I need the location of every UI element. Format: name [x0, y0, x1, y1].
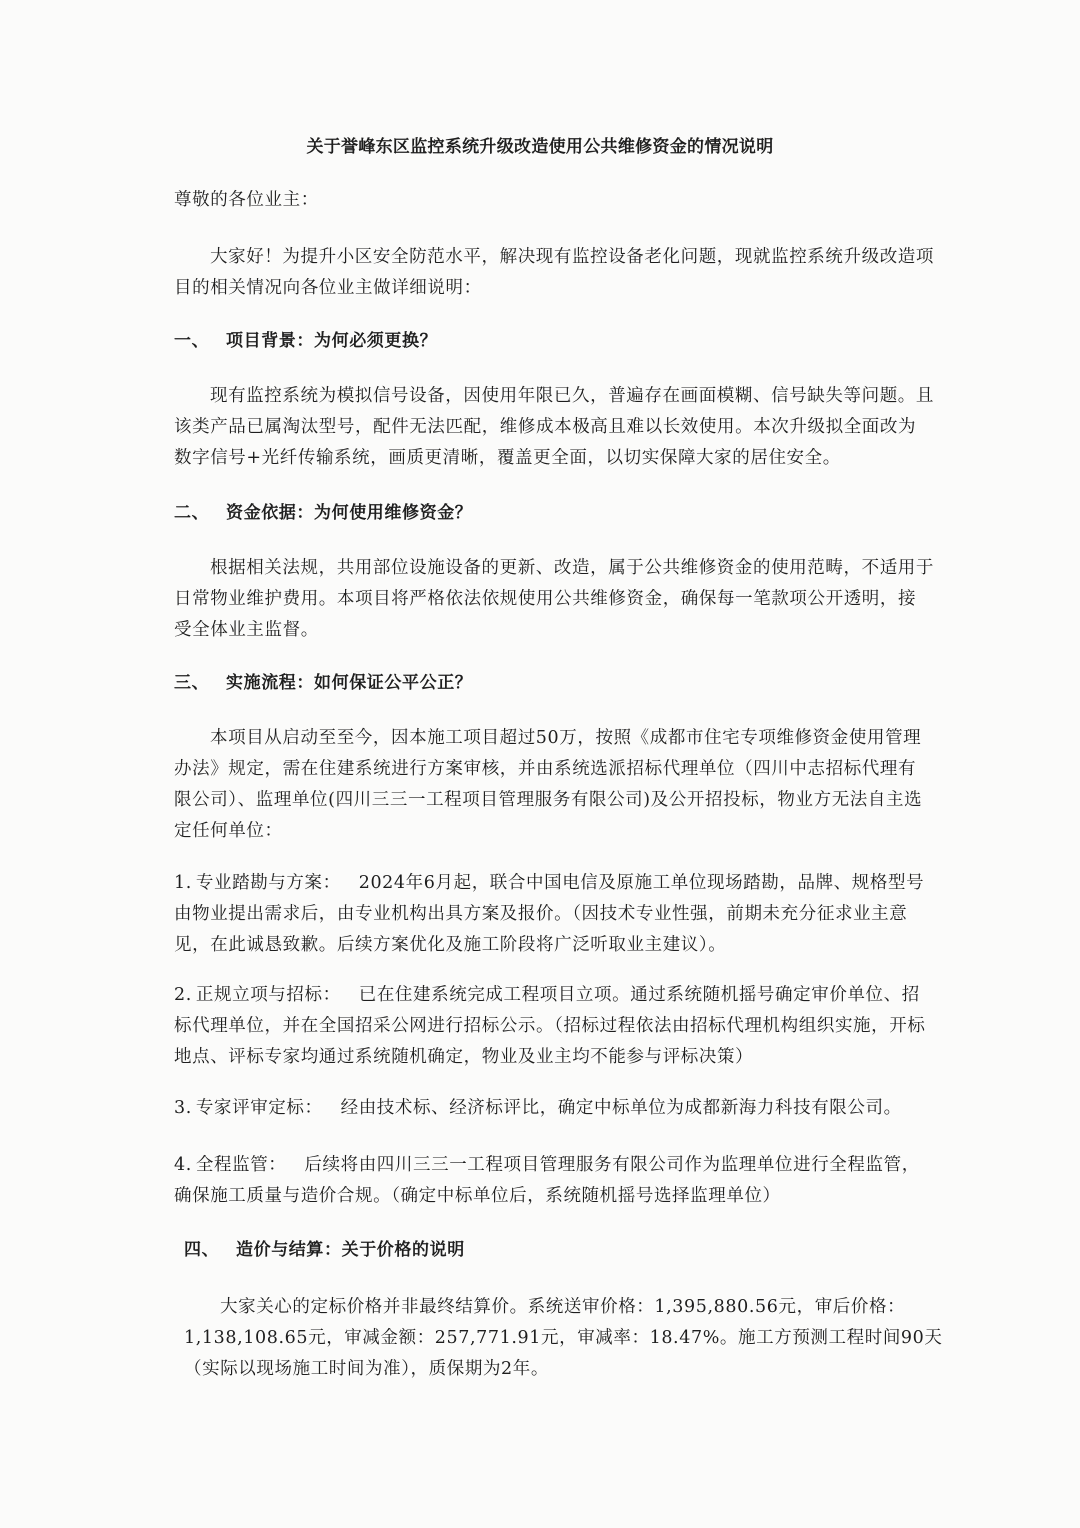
section-4-heading — [184, 1235, 944, 1266]
section-1-heading — [174, 326, 934, 357]
item-label: 全程监管： — [195, 1155, 287, 1175]
section-title: 实施流程：如何保证公平公正？ — [226, 673, 473, 693]
item-number: 4. — [174, 1155, 192, 1175]
list-item-4 — [174, 1150, 934, 1212]
item-label: 专家评审定标： — [195, 1098, 323, 1118]
item-text: 后续将由四川三三一工程项目管理服务有限公司作为监理单位进行全程监管，确保施工质量与造价合规。（确定中标单位后，系统随机摇号选择监理单位） — [174, 1155, 920, 1206]
section-2-heading — [174, 498, 934, 529]
section-number: 二、 — [174, 503, 210, 523]
section-number: 一、 — [174, 331, 210, 351]
list-item-3 — [174, 1093, 934, 1124]
section-number: 三、 — [174, 673, 210, 693]
list-item-2 — [174, 980, 934, 1073]
section-3-heading — [174, 668, 934, 699]
section-2-body: 根据相关法规，共用部位设施设备的更新、改造，属于公共维修资金的使用范畴，不适用于日常物业维护费用。本项目将严格依法依规使用公共维修资金，确保每一笔款项公开透明，接受全体业主监督。 — [174, 558, 934, 640]
document-title: 关于誉峰东区监控系统升级改造使用公共维修资金的情况说明 — [306, 137, 774, 157]
item-number: 3. — [174, 1098, 192, 1118]
salutation: 尊敬的各位业主： — [174, 190, 319, 210]
section-1-body: 现有监控系统为模拟信号设备，因使用年限已久，普遍存在画面模糊、信号缺失等问题。且该类产品已属淘汰型号，配件无法匹配，维修成本极高且难以长效使用。本次升级拟全面改为数字信号+光纤传输系统，画质更清晰，覆盖更全面，以切实保障大家的居住安全。 — [174, 386, 934, 468]
list-item-1 — [174, 868, 934, 961]
section-title: 项目背景：为何必须更换？ — [226, 331, 438, 351]
section-title: 造价与结算：关于价格的说明 — [236, 1240, 465, 1260]
item-number: 2. — [174, 985, 192, 1005]
item-label: 正规立项与招标： — [195, 985, 341, 1005]
section-number: 四、 — [184, 1240, 220, 1260]
section-title: 资金依据：为何使用维修资金？ — [226, 503, 473, 523]
item-number: 1. — [174, 873, 192, 893]
intro-paragraph: 大家好！为提升小区安全防范水平，解决现有监控设备老化问题，现就监控系统升级改造项目的相关情况向各位业主做详细说明： — [174, 247, 934, 298]
item-text: 经由技术标、经济标评比，确定中标单位为成都新海力科技有限公司。 — [340, 1098, 902, 1118]
section-3-body: 本项目从启动至至今，因本施工项目超过50万，按照《成都市住宅专项维修资金使用管理办法》规定，需在住建系统进行方案审核，并由系统选派招标代理单位（四川中志招标代理有限公司）、监理单位(四川三三一工程项目管理服务有限公司)及公开招投标，物业方无法自主选定任何单位： — [174, 728, 923, 841]
item-text: 已在住建系统完成工程项目立项。通过系统随机摇号确定审价单位、招标代理单位，并在全国招采公网进行招标公示。（招标过程依法由招标代理机构组织实施，开标地点、评标专家均通过系统随机确定，物业及业主均不能参与评标决策） — [174, 985, 926, 1067]
item-text: 2024年6月起，联合中国电信及原施工单位现场踏勘，品牌、规格型号由物业提出需求后，由专业机构出具方案及报价。（因技术专业性强，前期未充分征求业主意见，在此诚恳致歉。后续方案优化及施工阶段将广泛听取业主建议）。 — [174, 873, 925, 955]
section-4-body: 大家关心的定标价格并非最终结算价。系统送审价格：1,395,880.56元，审后价格：1,138,108.65元，审减金额：257,771.91元，审减率：18.47%。施工方预测工程时间90天（实际以现场施工时间为准），质保期为2年。 — [184, 1297, 943, 1379]
item-label: 专业踏勘与方案： — [195, 873, 341, 893]
